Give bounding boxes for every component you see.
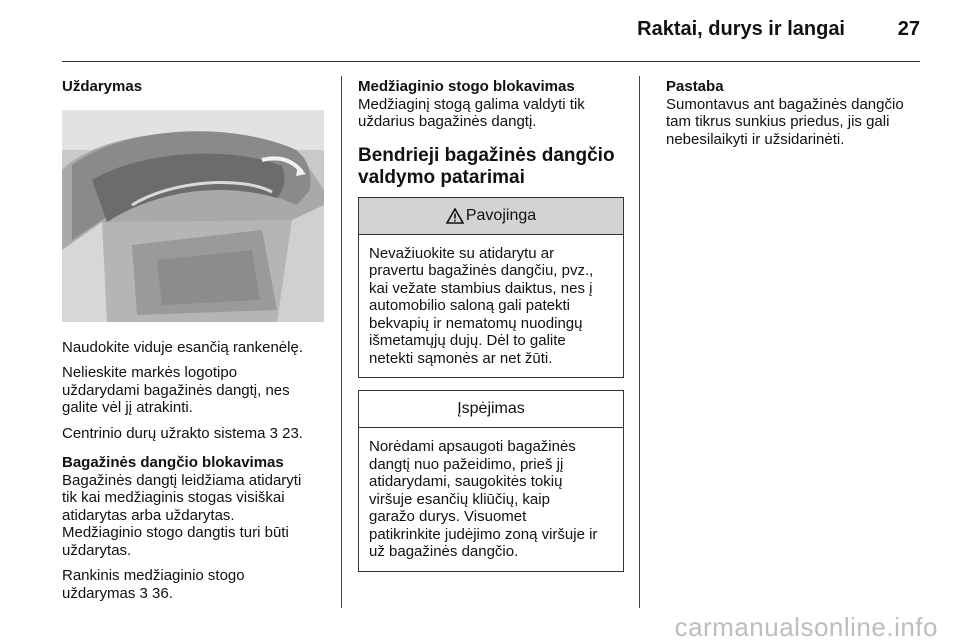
text-line: patikrinkite judėjimo zoną viršuje ir — [369, 525, 598, 543]
text-line: viršuje esančių kliūčių, kaip — [369, 490, 550, 508]
column-middle — [358, 78, 624, 572]
warning-box — [358, 390, 624, 572]
text-line: nebesilaikyti ir užsidarinėti. — [666, 130, 845, 148]
text-line: Nevažiuokite su atidarytu ar — [369, 244, 555, 262]
paragraph-use-handle: Naudokite viduje esančią rankenėlę. — [62, 338, 303, 356]
text-line: dangtį nuo pažeidimo, prieš jį — [369, 455, 564, 473]
trunk-lid-illustration — [62, 110, 324, 322]
column-right — [666, 78, 926, 148]
text-line: atidarydami, saugokitės tokių — [369, 473, 563, 490]
text-line: bekvapių ir nematomų nuodingų — [369, 314, 583, 332]
section-heading-roof-blocking: Medžiaginio stogo blokavimas — [358, 78, 575, 95]
page-ref-arrow-icon: 3 — [139, 584, 148, 602]
text-line: netekti sąmonės ar net žūti. — [369, 349, 553, 367]
page-ref-number[interactable]: 23. — [282, 424, 303, 442]
page-ref-number[interactable]: 36. — [152, 584, 173, 602]
text-line: tik kai medžiaginis stogas visiškai — [62, 489, 285, 506]
note-heading: Pastaba — [666, 78, 724, 95]
text-line: uždarytas. — [62, 541, 132, 559]
text-line: automobilio saloną gali patekti — [369, 297, 570, 314]
paragraph-central-locking-ref — [62, 425, 328, 443]
warning-box-title: Įspėjimas — [457, 400, 525, 418]
page-ref-arrow-icon: 3 — [269, 424, 278, 442]
section-heading-lid-blocking: Bagažinės dangčio blokavimas — [62, 454, 284, 471]
warning-box-header — [359, 391, 623, 428]
text-line — [62, 585, 328, 603]
text-line: garažo durys. Visuomet — [369, 508, 527, 525]
text-inline: Centrinio durų užrakto sistema — [62, 424, 266, 442]
text-line: už bagažinės dangčio. — [369, 543, 519, 560]
column-divider-1 — [341, 76, 342, 608]
danger-box-title: Pavojinga — [465, 206, 537, 224]
warning-box-body — [359, 428, 623, 571]
text-line: Medžiaginį stogą galima valdyti tik — [358, 95, 585, 113]
paragraph-manual-roof-ref — [62, 567, 328, 602]
text-line: Sumontavus ant bagažinės dangčio — [666, 95, 904, 113]
text-inline: uždarymas — [62, 584, 136, 602]
paragraph-logo-warning — [62, 364, 328, 417]
text-line: uždarydami bagažinės dangtį, nes — [62, 381, 290, 399]
watermark: carmanualsonline.info — [674, 612, 938, 642]
text-line: pravertu bagažinės dangčiu, pvz., — [369, 262, 594, 279]
trunk-lid-photo — [62, 110, 324, 322]
note-paragraph — [666, 96, 926, 149]
danger-box-header — [359, 198, 623, 235]
page-number: 27 — [897, 18, 920, 40]
header-rule — [62, 61, 920, 62]
paragraph-roof-blocking — [358, 96, 624, 131]
danger-box — [358, 197, 624, 379]
section-heading-closing: Uždarymas — [62, 78, 143, 95]
text-line: tam tikrus sunkius priedus, jis gali — [666, 113, 890, 130]
text-line: galite vėl jį atrakinti. — [62, 399, 193, 416]
text-line: uždarius bagažinės dangtį. — [358, 113, 537, 130]
paragraph-lid-blocking — [62, 472, 328, 560]
text-line: išmetamųjų dujų. Dėl to galite — [369, 332, 566, 349]
danger-box-body — [359, 235, 623, 378]
text-line: Nelieskite markės logotipo — [62, 364, 238, 381]
section-heading-general-tips — [358, 145, 624, 189]
column-left — [62, 78, 328, 602]
text-line: Medžiaginio stogo dangtis turi būti — [62, 524, 289, 541]
heading-line: valdymo patarimai — [358, 166, 525, 188]
page-header-title: Raktai, durys ir langai — [637, 18, 845, 40]
text-line: atidarytas arba uždarytas. — [62, 506, 235, 524]
text-line: kai vežate stambius daiktus, nes į — [369, 279, 593, 297]
column-divider-2 — [639, 76, 640, 608]
text-line: Bagažinės dangtį leidžiama atidaryti — [62, 471, 302, 489]
warning-triangle-icon — [446, 208, 464, 224]
text-line: Rankinis medžiaginio stogo — [62, 567, 245, 584]
heading-line: Bendrieji bagažinės dangčio — [358, 144, 615, 166]
text-line: Norėdami apsaugoti bagažinės — [369, 438, 576, 455]
